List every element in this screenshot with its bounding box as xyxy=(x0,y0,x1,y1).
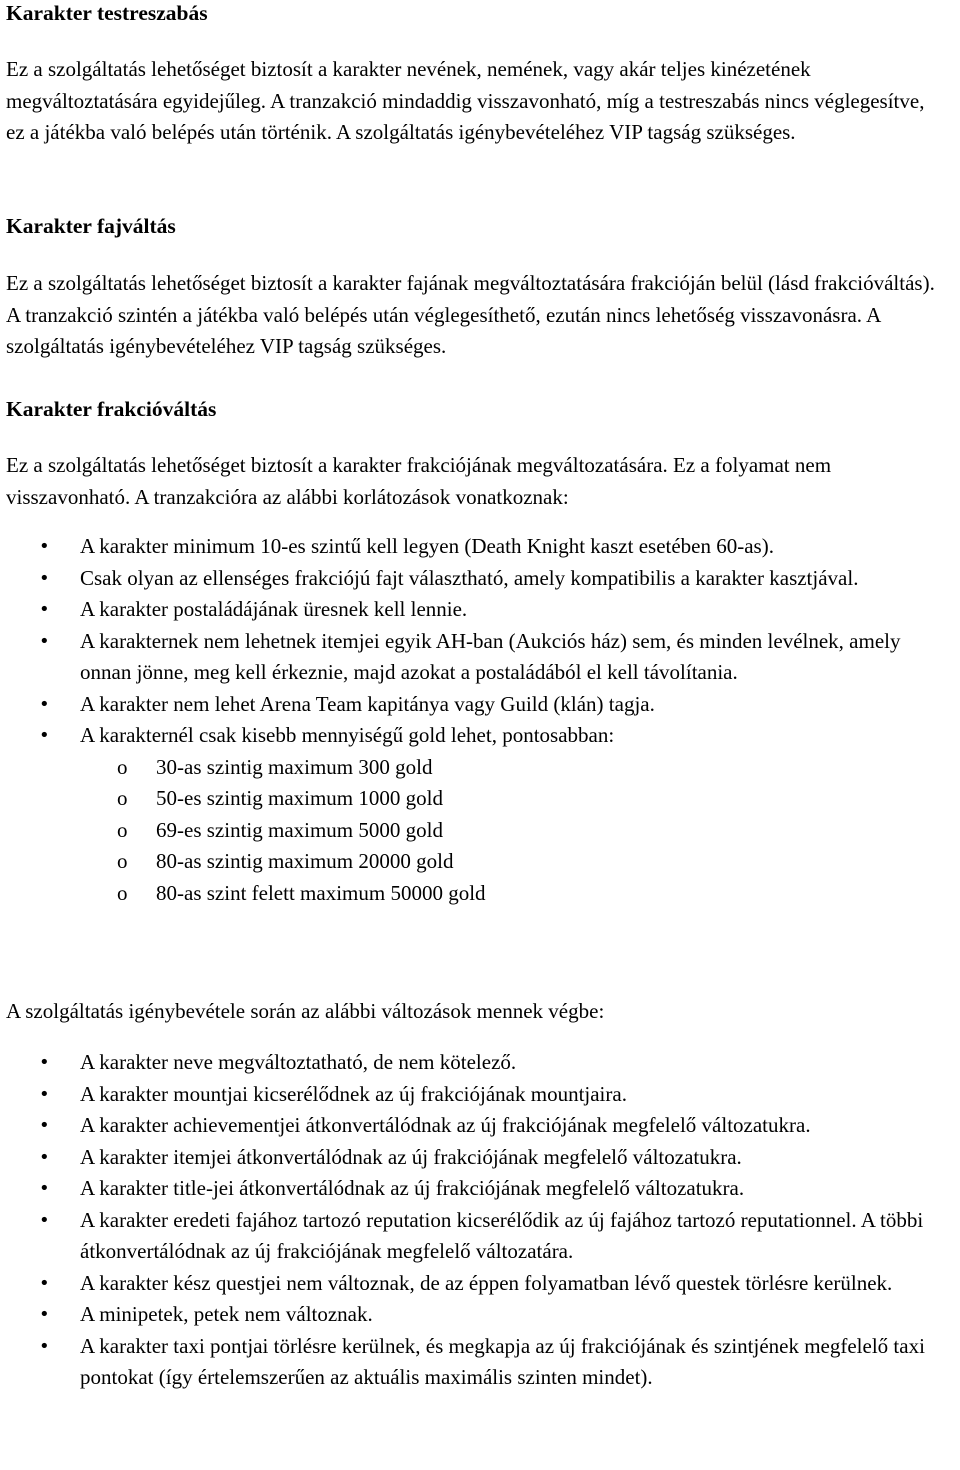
heading-karakter-fajvaltas: Karakter fajváltás xyxy=(6,214,176,238)
sublist-item: o 69-es szintig maximum 5000 gold xyxy=(6,815,956,847)
heading-karakter-testreszabas: Karakter testreszabás xyxy=(6,1,208,25)
list-item: • A karakter kész questjei nem változnak, de az éppen folyamatban lévő questek törlésre kerülnek. xyxy=(6,1268,960,1300)
gold-limits-sublist xyxy=(80,752,956,910)
list-item: • A karakter title-jei átkonvertálódnak az új frakciójának megfelelő változatukra. xyxy=(6,1173,960,1205)
sublist-item: o 50-es szintig maximum 1000 gold xyxy=(6,783,956,815)
list-item-text: A karakternél csak kisebb mennyiségű gold lehet, pontosabban: xyxy=(80,723,615,747)
list-item: • A karakter neve megváltoztatható, de nem kötelező. xyxy=(6,1047,960,1079)
list-item: • A karakter taxi pontjai törlésre kerülnek, és megkapja az új frakciójának és szintjének megfelelő taxi pontokat (így értelemszerűen az aktuális maximális szinten mindet). xyxy=(6,1331,960,1394)
heading-karakter-frakciovaltas: Karakter frakcióváltás xyxy=(6,397,217,421)
list-item: • A karakter achievementjei átkonvertálódnak az új frakciójának megfelelő változatukra. xyxy=(6,1110,960,1142)
sublist-item: o 80-as szintig maximum 20000 gold xyxy=(6,846,956,878)
paragraph-frakciovaltas: Ez a szolgáltatás lehetőséget biztosít a karakter frakciójának megváltozatására. Ez a folyamat nem visszavonható. A tranzakcióra az alábbi korlátozások vonatkoznak: xyxy=(6,453,832,509)
list-item-gold-limits xyxy=(6,720,956,909)
list-item: • A karakter itemjei átkonvertálódnak az új frakciójának megfelelő változatukra. xyxy=(6,1142,960,1174)
list-item: • A karakter eredeti fajához tartozó reputation kicserélődik az új fajához tartozó reputationnel. A többi átkonvertálódnak az új frakciójának megfelelő változatára. xyxy=(6,1205,960,1268)
list-item: • A karakter postaládájának üresnek kell lennie. xyxy=(6,594,956,626)
paragraph-testreszabas: Ez a szolgáltatás lehetőséget biztosít a karakter nevének, nemének, vagy akár teljes kinézetének megváltoztatására egyidejűleg. A tranzakció mindaddig visszavonható, míg a testreszabás nincs véglegesítve, ez a játékba való belépés után történik. A szolgáltatás igénybevételéhez VIP tagság szükséges. xyxy=(6,57,925,144)
paragraph-changes-intro: A szolgáltatás igénybevétele során az alábbi változások mennek végbe: xyxy=(6,999,605,1023)
list-item: • A karakter nem lehet Arena Team kapitánya vagy Guild (klán) tagja. xyxy=(6,689,956,721)
sublist-item: o 80-as szint felett maximum 50000 gold xyxy=(6,878,956,910)
list-item: • A karakternek nem lehetnek itemjei egyik AH-ban (Aukciós ház) sem, és minden levélnek, amely onnan jönne, meg kell érkeznie, majd azokat a postaládából el kell távolítania. xyxy=(6,626,956,689)
list-item: • A minipetek, petek nem változnak. xyxy=(6,1299,960,1331)
sublist-item: o 30-as szintig maximum 300 gold xyxy=(6,752,956,784)
list-item: • A karakter mountjai kicserélődnek az új frakciójának mountjaira. xyxy=(6,1079,960,1111)
list-item: • A karakter minimum 10-es szintű kell legyen (Death Knight kaszt esetében 60-as). xyxy=(6,531,956,563)
paragraph-fajvaltas: Ez a szolgáltatás lehetőséget biztosít a karakter fajának megváltoztatására frakcióján belül (lásd frakcióváltás). A tranzakció szintén a játékba való belépés után véglegesíthető, ezután nincs lehetőség visszavonásra. A szolgáltatás igénybevételéhez VIP tagság szükséges. xyxy=(6,271,935,358)
changes-list xyxy=(6,1047,960,1394)
list-item: • Csak olyan az ellenséges frakciójú fajt választható, amely kompatibilis a karakter kasztjával. xyxy=(6,563,956,595)
restrictions-list xyxy=(6,531,956,909)
